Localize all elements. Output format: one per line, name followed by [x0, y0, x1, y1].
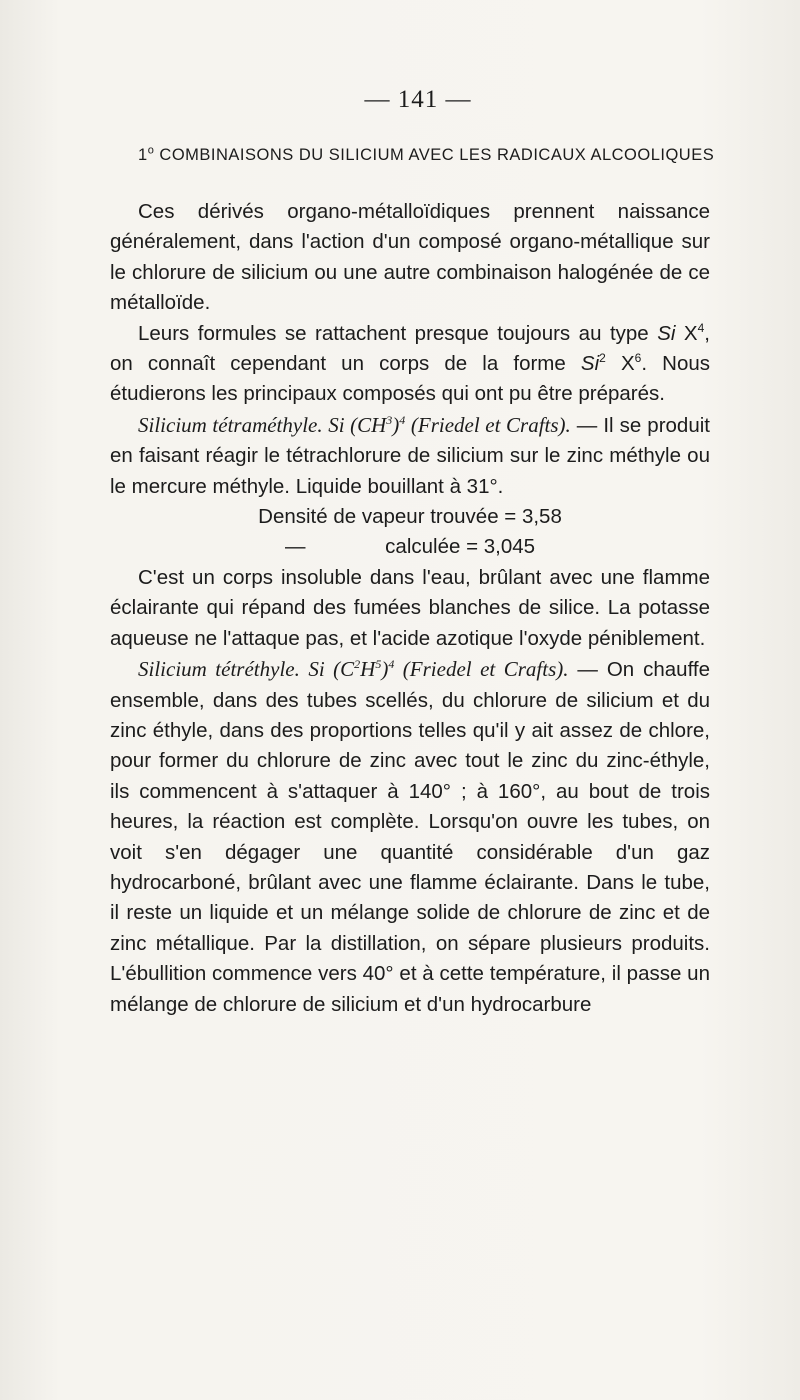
paragraph-intro: Ces dérivés organo-métalloïdiques prennent naissance généralement, dans l'action d'un composé organo-métallique sur le chlorure de silicium ou une autre combinaison halogénée de ce métalloïde.	[110, 200, 710, 315]
body-text	[110, 197, 710, 1020]
formula-exponent: 5	[375, 657, 382, 672]
paragraph-tetraethyl-text: — On chauffe ensemble, dans des tubes scellés, du chlorure de silicium et du zinc éthyle, dans des proportions telles qu'il y ait assez de chlore, pour former du chlorure de zinc avec tout le zinc du zinc-éthyle, ils commencent à s'attaquer à 140° ; à 160°, au bout de trois heures, la réaction est complète. Lorsqu'on ouvre les tubes, on voit s'en dégager une quantité considérable d'un gaz hydrocarboné, brûlant avec une flamme éclairante. Dans le tube, il reste un liquide et un mélange solide de chlorure de zinc et de zinc métallique. Par la distillation, on sépare plusieurs produits. L'ébullition commence vers 40° et à cette température, il passe un mélange de chlorure de silicium et d'un hydrocarbure	[110, 658, 711, 1016]
formula-exponent: 4	[697, 320, 705, 335]
density-calculated-line: — calculée = 3,045	[284, 535, 536, 559]
compound-formula: Silicium tétraméthyle. Si (CH	[138, 412, 387, 437]
formula-exponent: 4	[388, 657, 395, 672]
page-number: — 141 —	[364, 86, 472, 113]
formula-exponent: 3	[386, 412, 393, 427]
paragraph-tetramethyl-text: — Il se produit en faisant réagir le tétrachlorure de silicium sur le zinc méthyle ou le mercure méthyle. Liquide bouillant à 31°.	[110, 413, 710, 498]
paragraph-formulas	[110, 319, 710, 410]
formula-si: Si	[580, 352, 600, 376]
compound-formula: )	[392, 412, 400, 437]
formula-si: Si	[657, 321, 676, 345]
compound-authors: (Friedel et Crafts).	[394, 657, 569, 682]
compound-title-tetraethyl	[138, 657, 569, 681]
compound-authors: (Friedel et Crafts).	[405, 412, 571, 437]
formula-x: X	[605, 352, 635, 376]
heading-numeral: 1	[138, 146, 148, 164]
formula-exponent: 2	[599, 351, 606, 366]
formula-x: X	[675, 321, 698, 345]
paragraph-tetramethyl	[110, 410, 710, 502]
formula-exponent: 6	[634, 351, 642, 366]
paragraph-formulas-text-c: . Nous étudierons les principaux composés qui ont pu être préparés.	[110, 352, 711, 406]
compound-formula: H	[360, 657, 376, 682]
compound-title-tetramethyl	[138, 413, 571, 437]
paragraph-formulas-text-a: Leurs formules se rattachent presque toujours au type	[138, 321, 658, 345]
density-found-line: Densité de vapeur trouvée = 3,58	[258, 505, 562, 529]
compound-formula: Silicium tétréthyle. Si (C	[138, 657, 355, 682]
formula-exponent: 4	[399, 412, 406, 427]
paragraph-tetraethyl	[110, 654, 710, 1020]
section-heading	[138, 146, 728, 165]
paragraph-formulas-text-b: , on connaît cependant un corps de la forme	[110, 321, 710, 376]
heading-text: COMBINAISONS DU SILICIUM AVEC LES RADICAUX ALCOOLIQUES	[159, 146, 715, 164]
paragraph-properties: C'est un corps insoluble dans l'eau, brûlant avec une flamme éclairante qui répand des fumées blanches de silice. La potasse aqueuse ne l'attaque pas, et l'acide azotique l'oxyde péniblement.	[110, 565, 710, 650]
compound-formula: )	[381, 657, 389, 682]
heading-degree: o	[147, 144, 155, 157]
formula-exponent: 2	[354, 657, 361, 672]
